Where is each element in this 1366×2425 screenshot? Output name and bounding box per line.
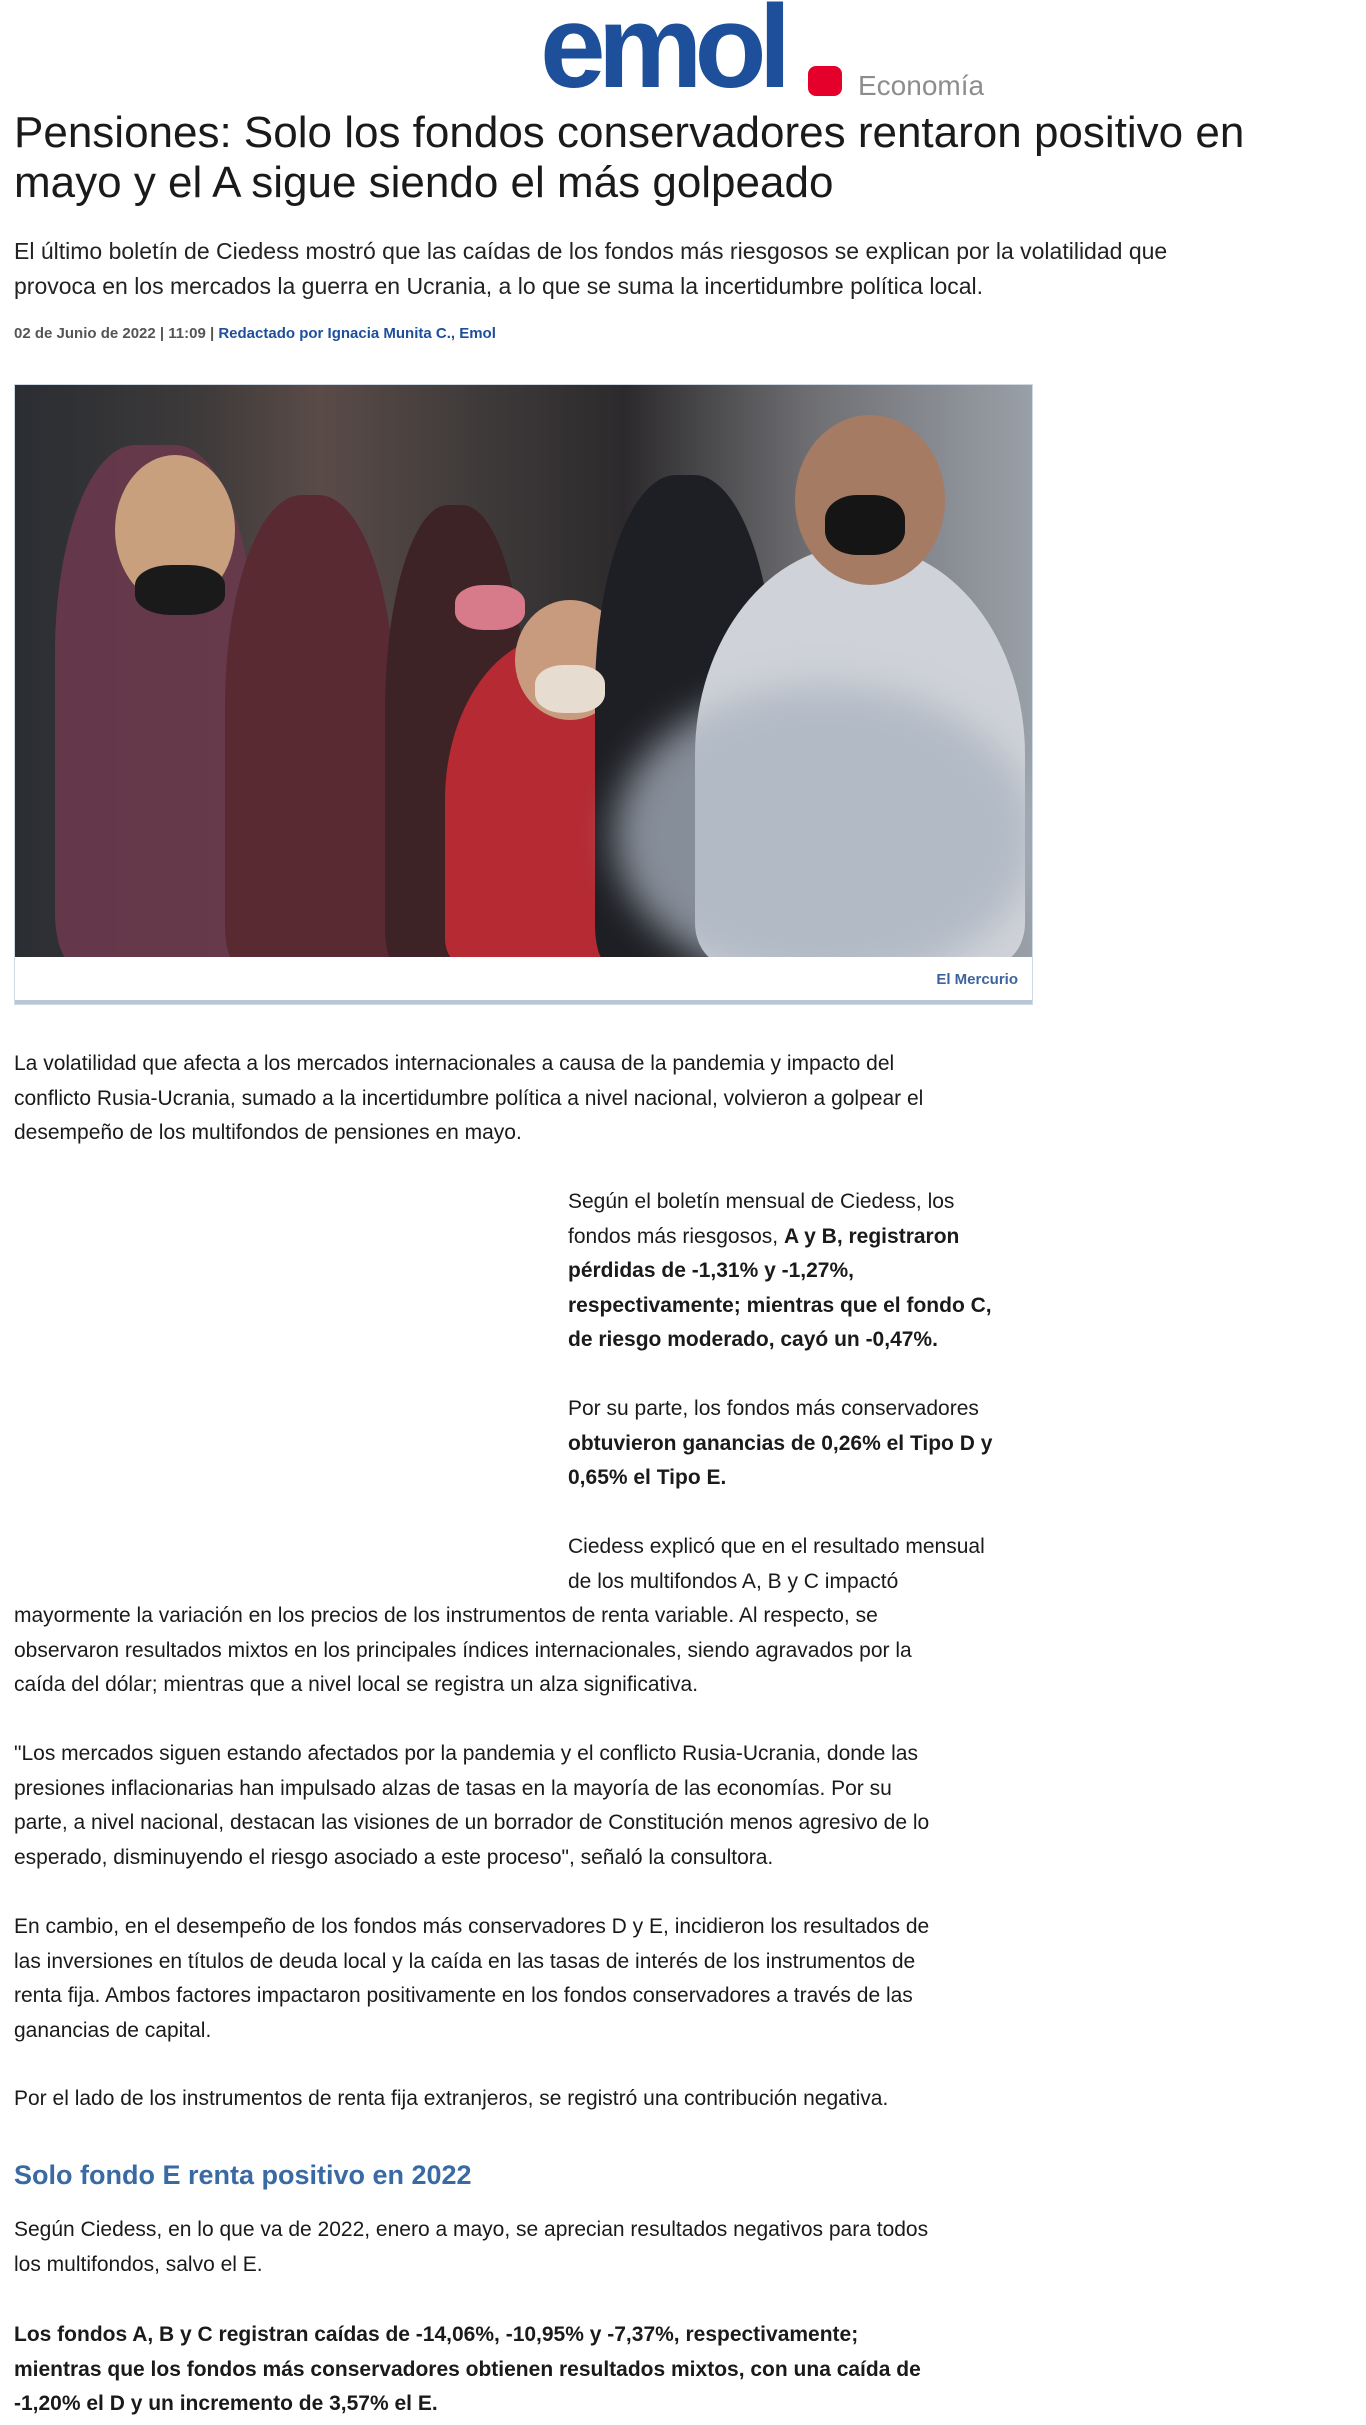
text-line: En cambio, en el desempeño de los fondos más conservadores D y E, incidieron los resultados de <box>14 1915 930 1938</box>
text-line: Ciedess explicó que en el resultado mensual <box>568 1535 985 1558</box>
paragraph-8 <box>14 2213 1044 2282</box>
text-line: caída del dólar; mientras que a nivel local se registra un alza significativa. <box>14 1673 699 1696</box>
text-line: "Los mercados siguen estando afectados por la pandemia y el conflicto Rusia-Ucrania, donde las <box>14 1742 918 1765</box>
photo-caption-bar <box>15 957 1032 1004</box>
paragraph-5-quote <box>14 1737 1044 1875</box>
paragraph-3 <box>568 1392 1038 1496</box>
photo-credit: El Mercurio <box>936 971 1018 988</box>
article-photo[interactable] <box>15 385 1032 957</box>
text-line: Por su parte, los fondos más conservadores <box>568 1397 979 1420</box>
text-line: Por el lado de los instrumentos de renta fija extranjeros, se registró una contribución negativa. <box>14 2087 889 2110</box>
text-line: Según Ciedess, en lo que va de 2022, enero a mayo, se aprecian resultados negativos para todos <box>14 2218 929 2241</box>
text-line: mientras que los fondos más conservadores obtienen resultados mixtos, con una caída de <box>14 2357 921 2381</box>
text-line: conflicto Rusia-Ucrania, sumado a la incertidumbre política a nivel nacional, volvieron a golpear el <box>14 1086 924 1110</box>
text-line: Según el boletín mensual de Ciedess, los <box>568 1190 955 1213</box>
text-line: esperado, disminuyendo el riesgo asociado a este proceso", señaló la consultora. <box>14 1845 774 1869</box>
lede-line: provoca en los mercados la guerra en Ucrania, a lo que se suma la incertidumbre política local. <box>14 273 984 299</box>
bold-text: pérdidas de -1,31% y -1,27%, <box>568 1259 854 1282</box>
paragraph-7 <box>14 2082 1044 2117</box>
text-line: las inversiones en títulos de deuda local y la caída en las tasas de interés de los instrumentos de <box>14 1949 916 1973</box>
author-link[interactable]: Redactado por Ignacia Munita C., Emol <box>218 325 496 342</box>
text-line: parte, a nivel nacional, destacan las visiones de un borrador de Constitución menos agresivo de lo <box>14 1811 930 1834</box>
bold-text: de riesgo moderado, cayó un -0,47%. <box>568 1328 938 1351</box>
article-title <box>14 108 1344 208</box>
section-label[interactable]: Economía <box>858 70 985 101</box>
text-line: ganancias de capital. <box>14 2018 212 2042</box>
paragraph-2 <box>568 1185 1038 1358</box>
paragraph-1 <box>14 1047 1044 1151</box>
bold-text: 0,65% el Tipo E. <box>568 1466 727 1489</box>
publish-date: 02 de Junio de 2022 | 11:09 | <box>14 325 219 342</box>
article-figure <box>14 384 1033 1005</box>
text-line: Los fondos A, B y C registran caídas de -14,06%, -10,95% y -7,37%, respectivamente; <box>14 2323 859 2346</box>
text-line: presiones inflacionarias han impulsado alzas de tasas en la mayoría de las economías. Por su <box>14 1776 892 1800</box>
paragraph-9-bold <box>14 2318 1044 2422</box>
text-line: renta fija. Ambos factores impactaron positivamente en los fondos conservadores a través de las <box>14 1984 913 2007</box>
title-line: Pensiones: Solo los fondos conservadores rentaron positivo en <box>14 108 1245 157</box>
title-line: mayo y el A sigue siendo el más golpeado <box>14 158 834 207</box>
text-line: observaron resultados mixtos en los principales índices internacionales, siendo agravados por la <box>14 1638 912 1662</box>
lede-line: El último boletín de Ciedess mostró que las caídas de los fondos más riesgosos se explican por la volatilidad que <box>14 238 1168 264</box>
article-lede <box>14 234 1344 304</box>
text-line: fondos más riesgosos, <box>568 1224 784 1248</box>
emol-logo[interactable]: emol <box>540 0 784 113</box>
text-line: La volatilidad que afecta a los mercados internacionales a causa de la pandemia y impacto del <box>14 1052 895 1075</box>
paragraph-4-rest <box>14 1599 1044 1703</box>
text-line: de los multifondos A, B y C impactó <box>568 1569 899 1593</box>
byline <box>14 325 496 342</box>
bold-text: obtuvieron ganancias de 0,26% el Tipo D y <box>568 1431 993 1455</box>
text-line: mayormente la variación en los precios de los instrumentos de renta variable. Al respecto, se <box>14 1604 878 1627</box>
text-line: -1,20% el D y un incremento de 3,57% el E. <box>14 2392 438 2415</box>
section-subheading: Solo fondo E renta positivo en 2022 <box>14 2160 472 2190</box>
bold-text: A y B, registraron <box>783 1224 960 1248</box>
logo-red-dot <box>808 66 842 96</box>
paragraph-4-start <box>568 1530 1038 1599</box>
text-line: desempeño de los multifondos de pensiones en mayo. <box>14 1121 522 1144</box>
bold-text: respectivamente; mientras que el fondo C, <box>568 1293 992 1317</box>
text-line: los multifondos, salvo el E. <box>14 2252 263 2276</box>
paragraph-6 <box>14 1910 1044 2048</box>
